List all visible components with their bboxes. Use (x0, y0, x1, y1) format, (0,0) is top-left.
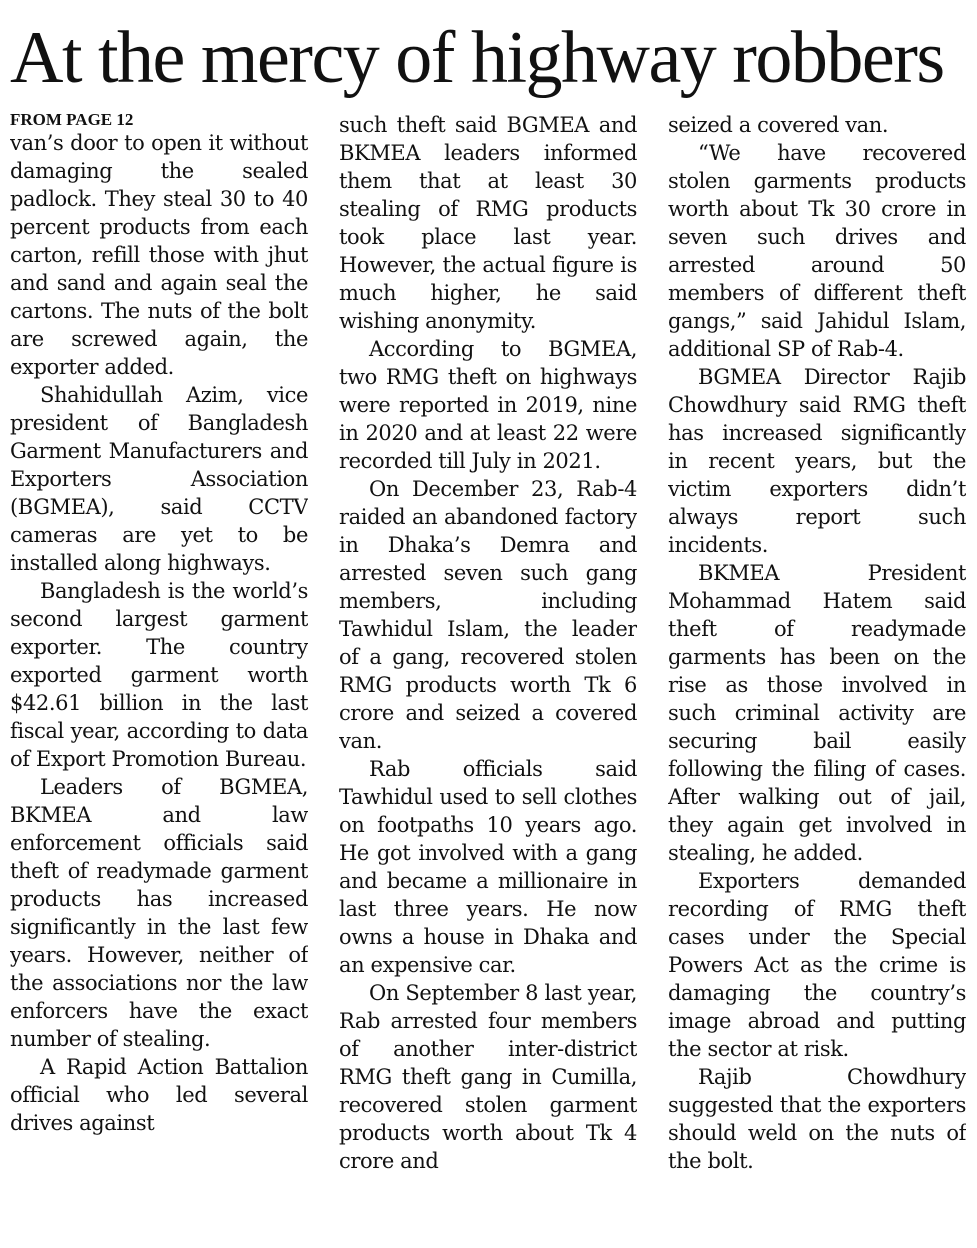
column-1 (10, 111, 308, 1241)
paragraph: On December 23, Rab-4 raided an abandoned factory in Dhaka’s Demra and arrested seven such gang members, including Tawhidul Islam, the leader of a gang, recovered stolen RMG products worth Tk 6 crore and seized a covered van. (339, 477, 637, 753)
paragraph: Bangladesh is the world’s second largest garment exporter. The country exported garment worth $42.61 billion in the last fiscal year, according to data of Export Promotion Bureau. (10, 579, 308, 771)
paragraph: such theft said BGMEA and BKMEA leaders informed them that at least 30 stealing of RMG products took place last year. However, the actual figure is much higher, he said wishing anonymity. (339, 113, 637, 333)
headline: At the mercy of highway robbers (10, 17, 944, 99)
column-3 (668, 111, 966, 1241)
paragraph: Rab officials said Tawhidul used to sell clothes on footpaths 10 years ago. He got involved with a gang and became a millionaire in last three years. He now owns a house in Dhaka and an expensive car. (339, 757, 637, 977)
continuation-kicker: FROM PAGE 12 (10, 111, 134, 129)
paragraph: Exporters demanded recording of RMG theft cases under the Special Powers Act as the crime is damaging the country’s image abroad and putting the sector at risk. (668, 869, 966, 1061)
paragraph: According to BGMEA, two RMG theft on highways were reported in 2019, nine in 2020 and at least 22 were recorded till July in 2021. (339, 337, 637, 473)
paragraph: Shahidullah Azim, vice president of Bangladesh Garment Manufacturers and Exporters Association (BGMEA), said CCTV cameras are yet to be installed along highways. (10, 383, 308, 575)
paragraph: BKMEA President Mohammad Hatem said theft of readymade garments has been on the rise as those involved in such criminal activity are securing bail easily following the filing of cases. After walking out of jail, they again get involved in stealing, he added. (668, 561, 966, 865)
paragraph: van’s door to open it without damaging the sealed padlock. They steal 30 to 40 percent products from each carton, refill those with jhut and sand and again seal the cartons. The nuts of the bolt are screwed again, the exporter added. (10, 131, 308, 379)
paragraph: Rajib Chowdhury suggested that the exporters should weld on the nuts of the bolt. (668, 1065, 966, 1173)
paragraph: A Rapid Action Battalion official who led several drives against (10, 1055, 308, 1135)
column-2 (339, 111, 637, 1241)
paragraph: “We have recovered stolen garments products worth about Tk 30 crore in seven such drives and arrested around 50 members of different theft gangs,” said Jahidul Islam, additional SP of Rab-4. (668, 141, 966, 361)
paragraph: seized a covered van. (668, 113, 889, 137)
paragraph: On September 8 last year, Rab arrested four members of another inter-district RMG theft gang in Cumilla, recovered stolen garment products worth about Tk 4 crore and (339, 981, 637, 1173)
paragraph: Leaders of BGMEA, BKMEA and law enforcement officials said theft of readymade garment products has increased significantly in the last few years. However, neither of the associations nor the law enforcers have the exact number of stealing. (10, 775, 308, 1051)
paragraph: BGMEA Director Rajib Chowdhury said RMG theft has increased significantly in recent years, but the victim exporters didn’t always report such incidents. (668, 365, 966, 557)
